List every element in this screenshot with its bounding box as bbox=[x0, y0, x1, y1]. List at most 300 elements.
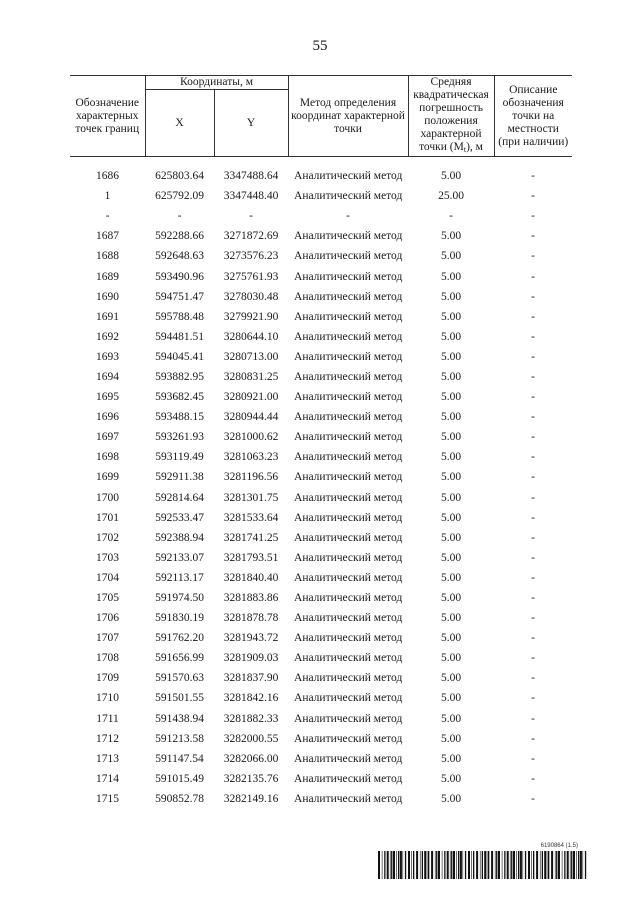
cell-coord-y: 3281793.51 bbox=[223, 551, 279, 564]
cell-error: 5.00 bbox=[440, 350, 462, 363]
barcode-bar bbox=[580, 851, 582, 879]
cell-coord-y: 3281196.56 bbox=[223, 471, 279, 484]
table-row bbox=[70, 447, 572, 467]
cell-coord-y: 3281063.23 bbox=[223, 451, 279, 464]
barcode-bar bbox=[573, 851, 575, 879]
cell-coord-y: - bbox=[249, 210, 253, 223]
cell-coord-x: 591830.19 bbox=[155, 612, 204, 625]
cell-error: 5.00 bbox=[440, 632, 462, 645]
barcode-bar bbox=[463, 851, 464, 879]
cell-point-id: 1714 bbox=[96, 772, 119, 785]
barcode-bar bbox=[547, 851, 548, 879]
cell-method: Аналитический метод bbox=[294, 772, 403, 785]
cell-point-id: 1697 bbox=[96, 431, 119, 444]
barcode-bar bbox=[555, 851, 556, 879]
header-x: X bbox=[145, 90, 214, 157]
header-error bbox=[408, 76, 494, 157]
barcode-bar bbox=[444, 851, 445, 879]
table-row bbox=[70, 226, 572, 246]
cell-point-id: 1696 bbox=[96, 411, 119, 424]
barcode-bar bbox=[531, 851, 532, 879]
barcode-bar bbox=[533, 851, 534, 879]
cell-description: - bbox=[531, 772, 535, 785]
cell-coord-y: 3273576.23 bbox=[223, 250, 279, 263]
cell-coord-x: 591762.20 bbox=[155, 632, 204, 645]
cell-coord-x: 593490.96 bbox=[155, 270, 204, 283]
barcode-bar bbox=[473, 851, 474, 879]
cell-point-id: 1690 bbox=[96, 290, 119, 303]
cell-description: - bbox=[531, 270, 535, 283]
cell-method: Аналитический метод bbox=[294, 792, 403, 805]
cell-coord-y: 3280831.25 bbox=[223, 370, 279, 383]
cell-description: - bbox=[531, 792, 535, 805]
barcode-bar bbox=[583, 851, 584, 879]
barcode-bar bbox=[471, 851, 472, 879]
cell-point-id: 1711 bbox=[96, 712, 119, 725]
barcode-bar bbox=[400, 851, 402, 879]
cell-error: 5.00 bbox=[440, 330, 462, 343]
cell-coord-x: 593882.95 bbox=[155, 370, 204, 383]
barcode-bar bbox=[393, 851, 395, 879]
cell-error: 5.00 bbox=[440, 752, 462, 765]
cell-error: 5.00 bbox=[440, 270, 462, 283]
cell-coord-y: 3282066.00 bbox=[223, 752, 279, 765]
page-number: 55 bbox=[312, 38, 328, 54]
cell-coord-y: 3281878.78 bbox=[223, 612, 279, 625]
cell-description: - bbox=[531, 330, 535, 343]
cell-point-id: 1687 bbox=[96, 230, 119, 243]
cell-method: Аналитический метод bbox=[294, 712, 403, 725]
cell-method: - bbox=[346, 210, 350, 223]
cell-coord-x: 591213.58 bbox=[155, 732, 204, 745]
cell-point-id: 1688 bbox=[96, 250, 119, 263]
cell-description: - bbox=[531, 350, 535, 363]
cell-coord-y: 3282149.16 bbox=[223, 792, 279, 805]
cell-method: Аналитический метод bbox=[294, 290, 403, 303]
cell-error: 5.00 bbox=[440, 370, 462, 383]
cell-error: 5.00 bbox=[440, 491, 462, 504]
cell-point-id: - bbox=[105, 210, 110, 223]
barcode-bar bbox=[438, 851, 440, 879]
document-code: 6190864 (1.5) bbox=[540, 843, 578, 849]
cell-point-id: 1705 bbox=[96, 592, 119, 605]
barcode-bar bbox=[390, 851, 391, 879]
table-row bbox=[70, 568, 572, 588]
cell-point-id: 1700 bbox=[96, 491, 119, 504]
cell-coord-x: - bbox=[177, 210, 182, 223]
cell-coord-y: 3281842.16 bbox=[223, 692, 279, 705]
cell-point-id: 1699 bbox=[96, 471, 119, 484]
cell-coord-y: 3281301.75 bbox=[223, 491, 279, 504]
table-row bbox=[70, 608, 572, 628]
barcode-bar bbox=[502, 851, 503, 879]
cell-error: 5.00 bbox=[440, 652, 462, 665]
cell-description: - bbox=[531, 210, 535, 223]
barcode-bar bbox=[571, 851, 572, 879]
barcode-bar bbox=[482, 851, 483, 879]
table-spacer bbox=[70, 157, 572, 167]
cell-point-id: 1706 bbox=[96, 612, 119, 625]
cell-point-id: 1701 bbox=[96, 511, 119, 524]
barcode-bar bbox=[431, 851, 433, 879]
cell-error: 5.00 bbox=[440, 531, 462, 544]
cell-method: Аналитический метод bbox=[294, 531, 403, 544]
cell-method: Аналитический метод bbox=[294, 370, 403, 383]
cell-method: Аналитический метод bbox=[294, 411, 403, 424]
cell-error: 5.00 bbox=[440, 672, 462, 685]
table-row bbox=[70, 186, 572, 206]
table-row bbox=[70, 668, 572, 688]
barcode-bar bbox=[451, 851, 452, 879]
cell-point-id: 1713 bbox=[96, 752, 119, 765]
cell-error: 5.00 bbox=[440, 411, 462, 424]
cell-point-id: 1702 bbox=[96, 531, 119, 544]
barcode-bar bbox=[480, 851, 481, 879]
cell-point-id: 1691 bbox=[96, 310, 119, 323]
cell-description: - bbox=[531, 471, 535, 484]
cell-point-id: 1703 bbox=[96, 551, 119, 564]
barcode-bar bbox=[424, 851, 426, 879]
cell-method: Аналитический метод bbox=[294, 592, 403, 605]
cell-description: - bbox=[531, 370, 535, 383]
cell-point-id: 1 bbox=[104, 190, 111, 203]
cell-method: Аналитический метод bbox=[294, 612, 403, 625]
coordinates-table bbox=[70, 75, 572, 809]
cell-coord-y: 3278030.48 bbox=[223, 290, 279, 303]
cell-coord-y: 3281883.86 bbox=[223, 592, 279, 605]
cell-coord-x: 592533.47 bbox=[155, 511, 204, 524]
barcode-bar bbox=[420, 851, 421, 879]
cell-point-id: 1709 bbox=[96, 672, 119, 685]
barcode-bar bbox=[476, 851, 478, 879]
barcode-bar bbox=[465, 851, 466, 879]
table-row bbox=[70, 347, 572, 367]
barcode-bar bbox=[398, 851, 399, 879]
cell-description: - bbox=[531, 190, 535, 203]
cell-point-id: 1710 bbox=[96, 692, 119, 705]
table-row bbox=[70, 769, 572, 789]
table-row bbox=[70, 488, 572, 508]
cell-description: - bbox=[531, 391, 535, 404]
cell-method: Аналитический метод bbox=[294, 170, 403, 183]
barcode-bar bbox=[564, 851, 565, 879]
cell-method: Аналитический метод bbox=[294, 511, 403, 524]
cell-error: 5.00 bbox=[440, 571, 462, 584]
cell-coord-x: 591974.50 bbox=[155, 592, 204, 605]
cell-coord-x: 594481.51 bbox=[155, 330, 204, 343]
table-body bbox=[70, 157, 572, 810]
cell-description: - bbox=[531, 712, 535, 725]
cell-point-id: 1692 bbox=[96, 330, 119, 343]
table-row bbox=[70, 367, 572, 387]
barcode-bar bbox=[384, 851, 385, 879]
barcode-bar bbox=[513, 851, 515, 879]
barcode-bar bbox=[495, 851, 496, 879]
cell-method: Аналитический метод bbox=[294, 250, 403, 263]
cell-coord-y: 3281943.72 bbox=[223, 632, 279, 645]
barcode-bar bbox=[391, 851, 392, 879]
cell-method: Аналитический метод bbox=[294, 652, 403, 665]
cell-point-id: 1695 bbox=[96, 391, 119, 404]
header-coordinates: Координаты, м bbox=[145, 76, 288, 90]
cell-error: 5.00 bbox=[440, 792, 462, 805]
cell-description: - bbox=[531, 531, 535, 544]
barcode-bar bbox=[453, 851, 455, 879]
table-row bbox=[70, 307, 572, 327]
table-row bbox=[70, 327, 572, 347]
barcode-bar bbox=[562, 851, 563, 879]
barcode-bar bbox=[578, 851, 579, 879]
cell-error: 5.00 bbox=[440, 391, 462, 404]
barcode-bar bbox=[436, 851, 437, 879]
cell-method: Аналитический метод bbox=[294, 330, 403, 343]
cell-coord-x: 592288.66 bbox=[155, 230, 204, 243]
cell-coord-y: 3280644.10 bbox=[223, 330, 279, 343]
cell-coord-y: 3280713.00 bbox=[223, 350, 279, 363]
barcode-bar bbox=[427, 851, 428, 879]
barcode-bar bbox=[442, 851, 443, 879]
cell-error: 5.00 bbox=[440, 732, 462, 745]
cell-error: 5.00 bbox=[440, 471, 462, 484]
table-row bbox=[70, 688, 572, 708]
cell-coord-x: 593261.93 bbox=[155, 431, 204, 444]
cell-method: Аналитический метод bbox=[294, 551, 403, 564]
barcode-bar bbox=[542, 851, 543, 879]
cell-point-id: 1708 bbox=[96, 652, 119, 665]
barcode-bar bbox=[528, 851, 530, 879]
cell-description: - bbox=[531, 511, 535, 524]
table-row bbox=[70, 528, 572, 548]
barcode-bar bbox=[378, 851, 380, 879]
barcode-bar bbox=[450, 851, 451, 879]
table-header bbox=[70, 76, 572, 157]
cell-error: 5.00 bbox=[440, 772, 462, 785]
cell-point-id: 1686 bbox=[96, 170, 119, 183]
cell-coord-x: 592911.38 bbox=[155, 471, 204, 484]
barcode-bar bbox=[405, 851, 406, 879]
cell-error: 5.00 bbox=[440, 612, 462, 625]
cell-method: Аналитический метод bbox=[294, 230, 403, 243]
barcode-bar bbox=[525, 851, 526, 879]
cell-description: - bbox=[531, 250, 535, 263]
table-row bbox=[70, 648, 572, 668]
cell-description: - bbox=[531, 310, 535, 323]
table-row bbox=[70, 427, 572, 447]
barcode-bar bbox=[416, 851, 418, 879]
table-row bbox=[70, 246, 572, 266]
cell-coord-x: 592113.17 bbox=[155, 571, 204, 584]
cell-coord-x: 595788.48 bbox=[155, 310, 204, 323]
barcode-bar bbox=[460, 851, 462, 879]
cell-coord-x: 591015.49 bbox=[155, 772, 204, 785]
cell-method: Аналитический метод bbox=[294, 190, 403, 203]
cell-method: Аналитический метод bbox=[294, 672, 403, 685]
table-row bbox=[70, 588, 572, 608]
barcode-bar bbox=[387, 851, 389, 879]
barcode-bar bbox=[484, 851, 486, 879]
cell-error: 5.00 bbox=[440, 712, 462, 725]
barcode-bar bbox=[556, 851, 557, 879]
cell-method: Аналитический метод bbox=[294, 350, 403, 363]
cell-coord-y: 3275761.93 bbox=[223, 270, 279, 283]
cell-coord-y: 3280944.44 bbox=[223, 411, 279, 424]
cell-error: 5.00 bbox=[440, 551, 462, 564]
barcode-bar bbox=[548, 851, 549, 879]
cell-description: - bbox=[531, 592, 535, 605]
header-designation: Обозначение характерных точек границ bbox=[70, 76, 145, 157]
header-y: Y bbox=[214, 90, 288, 157]
table-row bbox=[70, 467, 572, 487]
cell-coord-x: 591570.63 bbox=[155, 672, 204, 685]
cell-description: - bbox=[531, 692, 535, 705]
cell-coord-y: 3281840.40 bbox=[223, 571, 279, 584]
cell-error: 5.00 bbox=[440, 431, 462, 444]
cell-error: 5.00 bbox=[440, 511, 462, 524]
cell-coord-y: 3347448.40 bbox=[223, 190, 279, 203]
footer bbox=[378, 843, 588, 879]
barcode-bar bbox=[523, 851, 524, 879]
cell-description: - bbox=[531, 732, 535, 745]
cell-coord-x: 594045.41 bbox=[155, 350, 204, 363]
barcode-bar bbox=[585, 851, 586, 879]
barcode-icon bbox=[378, 851, 588, 879]
cell-description: - bbox=[531, 632, 535, 645]
table-row bbox=[70, 729, 572, 749]
table-row bbox=[70, 709, 572, 729]
table-row bbox=[70, 387, 572, 407]
cell-point-id: 1707 bbox=[96, 632, 119, 645]
barcode-bar bbox=[422, 851, 423, 879]
cell-coord-y: 3347488.64 bbox=[223, 170, 279, 183]
table-row bbox=[70, 749, 572, 769]
cell-error: 5.00 bbox=[440, 592, 462, 605]
barcode-bar bbox=[458, 851, 459, 879]
table-row bbox=[70, 789, 572, 809]
cell-coord-y: 3282000.55 bbox=[223, 732, 279, 745]
cell-coord-x: 593119.49 bbox=[155, 451, 204, 464]
cell-description: - bbox=[531, 752, 535, 765]
barcode-bar bbox=[498, 851, 500, 879]
cell-method: Аналитический метод bbox=[294, 431, 403, 444]
table-row bbox=[70, 508, 572, 528]
cell-coord-x: 592388.94 bbox=[155, 531, 204, 544]
cell-description: - bbox=[531, 170, 535, 183]
cell-coord-x: 592133.07 bbox=[155, 551, 204, 564]
cell-coord-x: 625803.64 bbox=[155, 170, 204, 183]
barcode-bar bbox=[544, 851, 546, 879]
header-error-subscript: t bbox=[463, 145, 467, 154]
cell-description: - bbox=[531, 571, 535, 584]
barcode-bar bbox=[504, 851, 505, 879]
barcode-bar bbox=[491, 851, 493, 879]
barcode-bar bbox=[511, 851, 512, 879]
cell-coord-x: 591501.55 bbox=[155, 692, 204, 705]
barcode-bar bbox=[520, 851, 522, 879]
barcode-bar bbox=[447, 851, 449, 879]
cell-point-id: 1698 bbox=[96, 451, 119, 464]
cell-method: Аналитический метод bbox=[294, 451, 403, 464]
cell-error: 25.00 bbox=[438, 190, 464, 203]
cell-description: - bbox=[531, 451, 535, 464]
barcode-bar bbox=[518, 851, 519, 879]
cell-coord-y: 3271872.69 bbox=[223, 230, 279, 243]
cell-coord-x: 591656.99 bbox=[155, 652, 204, 665]
cell-point-id: 1712 bbox=[96, 732, 119, 745]
cell-error: 5.00 bbox=[440, 250, 462, 263]
table-row bbox=[70, 166, 572, 186]
cell-method: Аналитический метод bbox=[294, 491, 403, 504]
cell-description: - bbox=[531, 612, 535, 625]
cell-error: 5.00 bbox=[440, 230, 462, 243]
barcode-bar bbox=[536, 851, 538, 879]
cell-method: Аналитический метод bbox=[294, 752, 403, 765]
cell-coord-x: 593488.15 bbox=[155, 411, 204, 424]
cell-description: - bbox=[531, 491, 535, 504]
barcode-bar bbox=[435, 851, 436, 879]
cell-coord-x: 594751.47 bbox=[155, 290, 204, 303]
barcode-bar bbox=[396, 851, 397, 879]
cell-coord-y: 3281882.33 bbox=[223, 712, 279, 725]
cell-description: - bbox=[531, 672, 535, 685]
cell-method: Аналитический метод bbox=[294, 571, 403, 584]
cell-coord-y: 3279921.90 bbox=[223, 310, 279, 323]
cell-description: - bbox=[531, 652, 535, 665]
cell-coord-y: 3281837.90 bbox=[223, 672, 279, 685]
cell-coord-y: 3281909.03 bbox=[223, 652, 279, 665]
table-row bbox=[70, 206, 572, 226]
cell-error: 5.00 bbox=[440, 451, 462, 464]
cell-coord-x: 625792.09 bbox=[155, 190, 204, 203]
header-error-unit: ), м bbox=[466, 141, 483, 153]
cell-coord-y: 3281533.64 bbox=[223, 511, 279, 524]
barcode-bar bbox=[468, 851, 470, 879]
barcode-bar bbox=[516, 851, 517, 879]
barcode-bar bbox=[403, 851, 404, 879]
barcode-bar bbox=[413, 851, 414, 879]
cell-coord-y: 3281741.25 bbox=[223, 531, 279, 544]
barcode-bar bbox=[567, 851, 569, 879]
cell-coord-x: 592814.64 bbox=[155, 491, 204, 504]
cell-error: 5.00 bbox=[440, 290, 462, 303]
barcode-bar bbox=[507, 851, 509, 879]
cell-method: Аналитический метод bbox=[294, 471, 403, 484]
table-row bbox=[70, 407, 572, 427]
cell-coord-y: 3280921.00 bbox=[223, 391, 279, 404]
barcode-bar bbox=[496, 851, 497, 879]
cell-coord-x: 592648.63 bbox=[155, 250, 204, 263]
cell-point-id: 1694 bbox=[96, 370, 119, 383]
cell-point-id: 1704 bbox=[96, 571, 119, 584]
barcode-bar bbox=[428, 851, 429, 879]
barcode-bar bbox=[570, 851, 571, 879]
cell-description: - bbox=[531, 431, 535, 444]
cell-error: 5.00 bbox=[440, 692, 462, 705]
cell-coord-x: 593682.45 bbox=[155, 391, 204, 404]
cell-coord-x: 591147.54 bbox=[155, 752, 204, 765]
barcode-bar bbox=[540, 851, 541, 879]
cell-error: 5.00 bbox=[440, 170, 462, 183]
barcode-bar bbox=[558, 851, 560, 879]
cell-method: Аналитический метод bbox=[294, 732, 403, 745]
cell-coord-y: 3281000.62 bbox=[223, 431, 279, 444]
cell-coord-y: 3282135.76 bbox=[223, 772, 279, 785]
table-row bbox=[70, 287, 572, 307]
cell-method: Аналитический метод bbox=[294, 310, 403, 323]
cell-coord-x: 590852.78 bbox=[155, 792, 204, 805]
cell-method: Аналитический метод bbox=[294, 692, 403, 705]
cell-method: Аналитический метод bbox=[294, 270, 403, 283]
barcode-bar bbox=[510, 851, 511, 879]
